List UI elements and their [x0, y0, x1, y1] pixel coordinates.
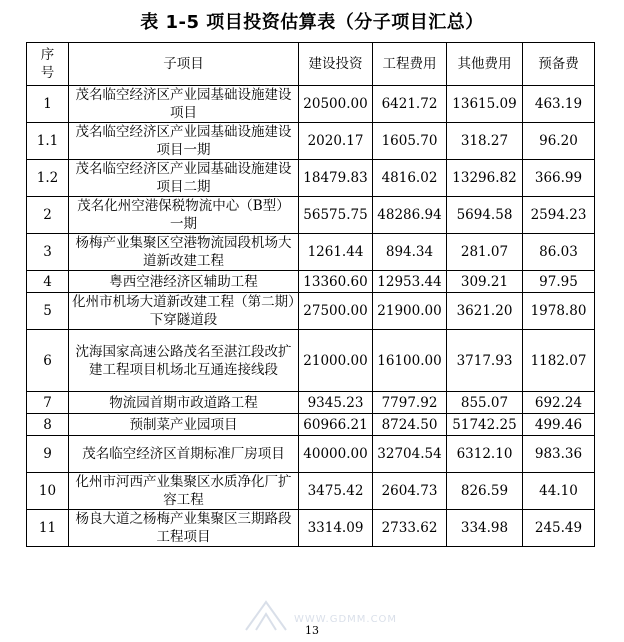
cell-other: 309.21 [447, 271, 523, 293]
page-number: 13 [305, 624, 319, 637]
cell-reserve: 1978.80 [523, 293, 595, 330]
cell-engineering: 6421.72 [373, 86, 447, 123]
header-construction: 建设投资 [299, 43, 373, 86]
cell-reserve: 245.49 [523, 510, 595, 547]
cell-name: 粤西空港经济区辅助工程 [69, 271, 299, 293]
cell-construction: 2020.17 [299, 123, 373, 160]
cell-construction: 21000.00 [299, 330, 373, 392]
cell-name: 茂名临空经济区产业园基础设施建设项目二期 [69, 160, 299, 197]
cell-seq: 7 [27, 392, 69, 414]
cell-other: 318.27 [447, 123, 523, 160]
cell-other: 5694.58 [447, 197, 523, 234]
cell-name: 物流园首期市政道路工程 [69, 392, 299, 414]
cell-construction: 18479.83 [299, 160, 373, 197]
cell-reserve: 366.99 [523, 160, 595, 197]
cell-reserve: 1182.07 [523, 330, 595, 392]
cell-name: 杨良大道之杨梅产业集聚区三期路段工程项目 [69, 510, 299, 547]
cell-construction: 3314.09 [299, 510, 373, 547]
cell-seq: 1.1 [27, 123, 69, 160]
cell-construction: 1261.44 [299, 234, 373, 271]
cell-reserve: 2594.23 [523, 197, 595, 234]
table-row [27, 293, 595, 330]
cell-engineering: 32704.54 [373, 436, 447, 473]
cell-engineering: 48286.94 [373, 197, 447, 234]
cell-seq: 3 [27, 234, 69, 271]
header-engineering: 工程费用 [373, 43, 447, 86]
cell-engineering: 12953.44 [373, 271, 447, 293]
cell-seq: 11 [27, 510, 69, 547]
cell-engineering: 2733.62 [373, 510, 447, 547]
cell-other: 3717.93 [447, 330, 523, 392]
cell-seq: 5 [27, 293, 69, 330]
header-seq: 序号 [27, 43, 69, 86]
table-row [27, 160, 595, 197]
cell-engineering: 894.34 [373, 234, 447, 271]
cell-engineering: 8724.50 [373, 414, 447, 436]
cell-name: 预制菜产业园项目 [69, 414, 299, 436]
cell-construction: 9345.23 [299, 392, 373, 414]
cell-reserve: 983.36 [523, 436, 595, 473]
table-row [27, 234, 595, 271]
cell-reserve: 96.20 [523, 123, 595, 160]
cell-seq: 8 [27, 414, 69, 436]
cell-engineering: 7797.92 [373, 392, 447, 414]
cell-construction: 13360.60 [299, 271, 373, 293]
cell-construction: 27500.00 [299, 293, 373, 330]
cell-name: 茂名临空经济区产业园基础设施建设项目 [69, 86, 299, 123]
cell-seq: 1.2 [27, 160, 69, 197]
table-row [27, 510, 595, 547]
cell-name: 沈海国家高速公路茂名至湛江段改扩建工程项目机场北互通连接线段 [69, 330, 299, 392]
cell-name: 茂名临空经济区产业园基础设施建设项目一期 [69, 123, 299, 160]
cell-other: 281.07 [447, 234, 523, 271]
cell-seq: 9 [27, 436, 69, 473]
cell-other: 855.07 [447, 392, 523, 414]
cell-name: 化州市机场大道新改建工程（第二期）下穿隧道段 [69, 293, 299, 330]
cell-name: 茂名临空经济区首期标准厂房项目 [69, 436, 299, 473]
table-row [27, 271, 595, 293]
table-title: 表 1-5 项目投资估算表（分子项目汇总） [140, 12, 484, 33]
cell-construction: 3475.42 [299, 473, 373, 510]
cell-name: 茂名化州空港保税物流中心（B型）一期 [69, 197, 299, 234]
cell-construction: 60966.21 [299, 414, 373, 436]
table-row [27, 392, 595, 414]
cell-reserve: 44.10 [523, 473, 595, 510]
cell-reserve: 692.24 [523, 392, 595, 414]
cell-seq: 10 [27, 473, 69, 510]
cell-reserve: 463.19 [523, 86, 595, 123]
cell-engineering: 2604.73 [373, 473, 447, 510]
cell-other: 51742.25 [447, 414, 523, 436]
cell-engineering: 4816.02 [373, 160, 447, 197]
table-row [27, 436, 595, 473]
cell-name: 杨梅产业集聚区空港物流园段机场大道新改建工程 [69, 234, 299, 271]
cell-other: 3621.20 [447, 293, 523, 330]
cell-engineering: 1605.70 [373, 123, 447, 160]
cell-other: 826.59 [447, 473, 523, 510]
cell-engineering: 16100.00 [373, 330, 447, 392]
cell-construction: 20500.00 [299, 86, 373, 123]
cell-construction: 40000.00 [299, 436, 373, 473]
cell-construction: 56575.75 [299, 197, 373, 234]
header-name: 子项目 [69, 43, 299, 86]
header-other: 其他费用 [447, 43, 523, 86]
cell-other: 13296.82 [447, 160, 523, 197]
cell-reserve: 499.46 [523, 414, 595, 436]
cell-seq: 4 [27, 271, 69, 293]
cell-reserve: 86.03 [523, 234, 595, 271]
cell-seq: 1 [27, 86, 69, 123]
cell-other: 334.98 [447, 510, 523, 547]
investment-table [26, 42, 595, 547]
table-row [27, 123, 595, 160]
header-reserve: 预备费 [523, 43, 595, 86]
table-header-row [27, 43, 595, 86]
watermark-text: WWW.GDMM.COM [294, 614, 398, 625]
cell-engineering: 21900.00 [373, 293, 447, 330]
table-row [27, 414, 595, 436]
table-row [27, 86, 595, 123]
cell-other: 6312.10 [447, 436, 523, 473]
table-row [27, 330, 595, 392]
cell-seq: 2 [27, 197, 69, 234]
table-row [27, 197, 595, 234]
cell-seq: 6 [27, 330, 69, 392]
cell-other: 13615.09 [447, 86, 523, 123]
cell-reserve: 97.95 [523, 271, 595, 293]
cell-name: 化州市河西产业集聚区水质净化厂扩容工程 [69, 473, 299, 510]
table-row [27, 473, 595, 510]
